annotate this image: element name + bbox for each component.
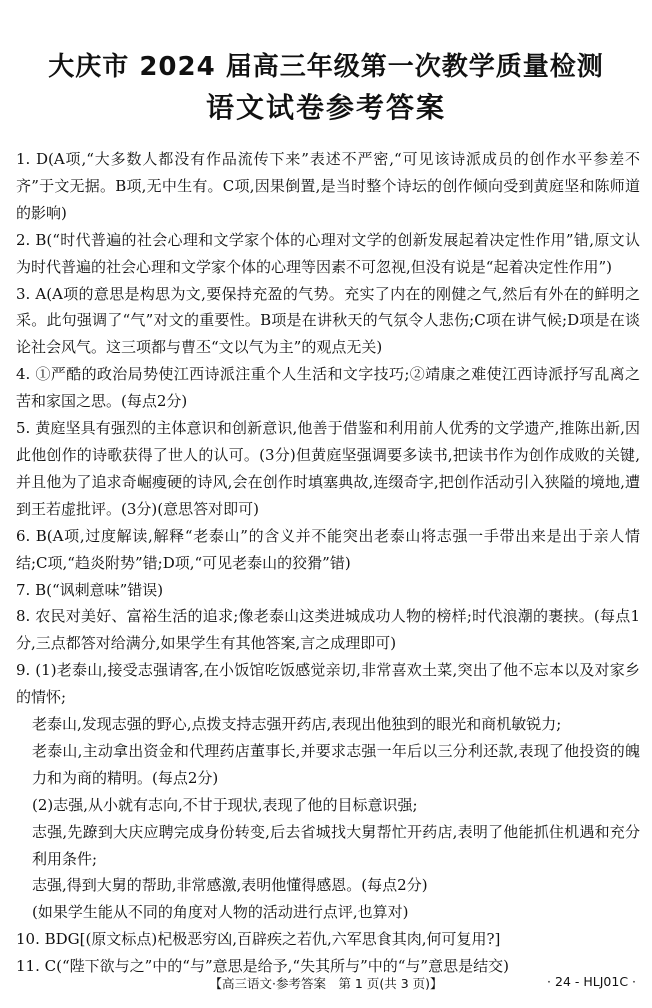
- answer-5: 5. 黄庭坚具有强烈的主体意识和创新意识,他善于借鉴和利用前人优秀的文学遗产,推陈出新,因此他创作的诗歌获得了世人的认可。(3分)但黄庭坚强调要多读书,把读书作为创作成败的关键,并且他为了追求奇崛瘦硬的诗风,会在创作时填塞典故,连缀奇字,把创作活动引入狭隘的境地,遭到王若虚批评。(3分)(意思答对即可): [16, 419, 640, 518]
- footer-page-info: 【高三语文·参考答案 第 1 页(共 3 页)】: [209, 976, 443, 991]
- answer-9-line: 老泰山,主动拿出资金和代理药店董事长,并要求志强一年后以三分利还款,表现了他投资的魄力和为商的精明。(每点2分): [32, 741, 640, 787]
- answer-9-line: 老泰山,发现志强的野心,点拨支持志强开药店,表现出他独到的眼光和商机敏锐力;: [32, 715, 562, 734]
- page-footer: [0, 972, 652, 994]
- answer-9-line: (2)志强,从小就有志向,不甘于现状,表现了他的目标意识强;: [32, 795, 418, 814]
- answer-2: 2. B(“时代普遍的社会心理和文学家个体的心理对文学的创新发展起着决定性作用”错,原文认为时代普遍的社会心理和文学家个体的心理等因素不可忽视,但没有说是“起着决定性作用”): [16, 230, 640, 276]
- answers-body: [16, 146, 640, 980]
- answer-9-line: 志强,先蹽到大庆应聘完成身份转变,后去省城找大舅帮忙开药店,表明了他能抓住机遇和充分利用条件;: [32, 822, 640, 868]
- answer-9-line: (如果学生能从不同的角度对人物的活动进行点评,也算对): [32, 903, 409, 922]
- exam-title: 大庆市 2024 届高三年级第一次教学质量检测: [48, 52, 604, 82]
- answer-9-intro: 9. (1)老泰山,接受志强请客,在小饭馆吃饭感觉亲切,非常喜欢土菜,突出了他不忘本以及对家乡的情怀;: [16, 661, 640, 707]
- answer-6: 6. B(A项,过度解读,解释“老泰山”的含义并不能突出老泰山将志强一手带出来是出于亲人情结;C项,“趋炎附势”错;D项,“可见老泰山的狡猾”错): [16, 526, 640, 572]
- footer-code: · 24 - HLJ01C ·: [547, 974, 636, 989]
- answer-1: 1. D(A项,“大多数人都没有作品流传下来”表述不严密,“可见该诗派成员的创作水平参差不齐”于文无据。B项,无中生有。C项,因果倒置,是当时整个诗坛的创作倾向受到黄庭坚和陈师道的影响): [16, 150, 640, 222]
- answer-4: 4. ①严酷的政治局势使江西诗派注重个人生活和文字技巧;②靖康之难使江西诗派抒写乱离之苦和家国之思。(每点2分): [16, 365, 640, 411]
- document-subtitle: 语文试卷参考答案: [205, 91, 446, 124]
- answer-10: 10. BDG[(原文标点)杞极恶穷凶,百辟疾之若仇,六军思食其肉,何可复用?]: [16, 930, 501, 949]
- answer-3: 3. A(A项的意思是构思为文,要保持充盈的气势。充实了内在的刚健之气,然后有外在的鲜明之采。此句强调了“气”对文的重要性。B项是在讲秋天的气氛令人悲伤;C项在讲气候;D项是在谈论社会风气。这三项都与曹丕“文以气为主”的观点无关): [16, 284, 640, 357]
- answer-11: 11. C(“陛下欲与之”中的“与”意思是给予,“失其所与”中的“与”意思是结交): [16, 957, 509, 976]
- answer-9-line: 志强,得到大舅的帮助,非常感激,表明他懂得感恩。(每点2分): [32, 876, 428, 895]
- answer-8: 8. 农民对美好、富裕生活的追求;像老泰山这类进城成功人物的榜样;时代浪潮的裹挟。(每点1分,三点都答对给满分,如果学生有其他答案,言之成理即可): [16, 607, 640, 653]
- answer-7: 7. B(“讽刺意味”错误): [16, 580, 164, 599]
